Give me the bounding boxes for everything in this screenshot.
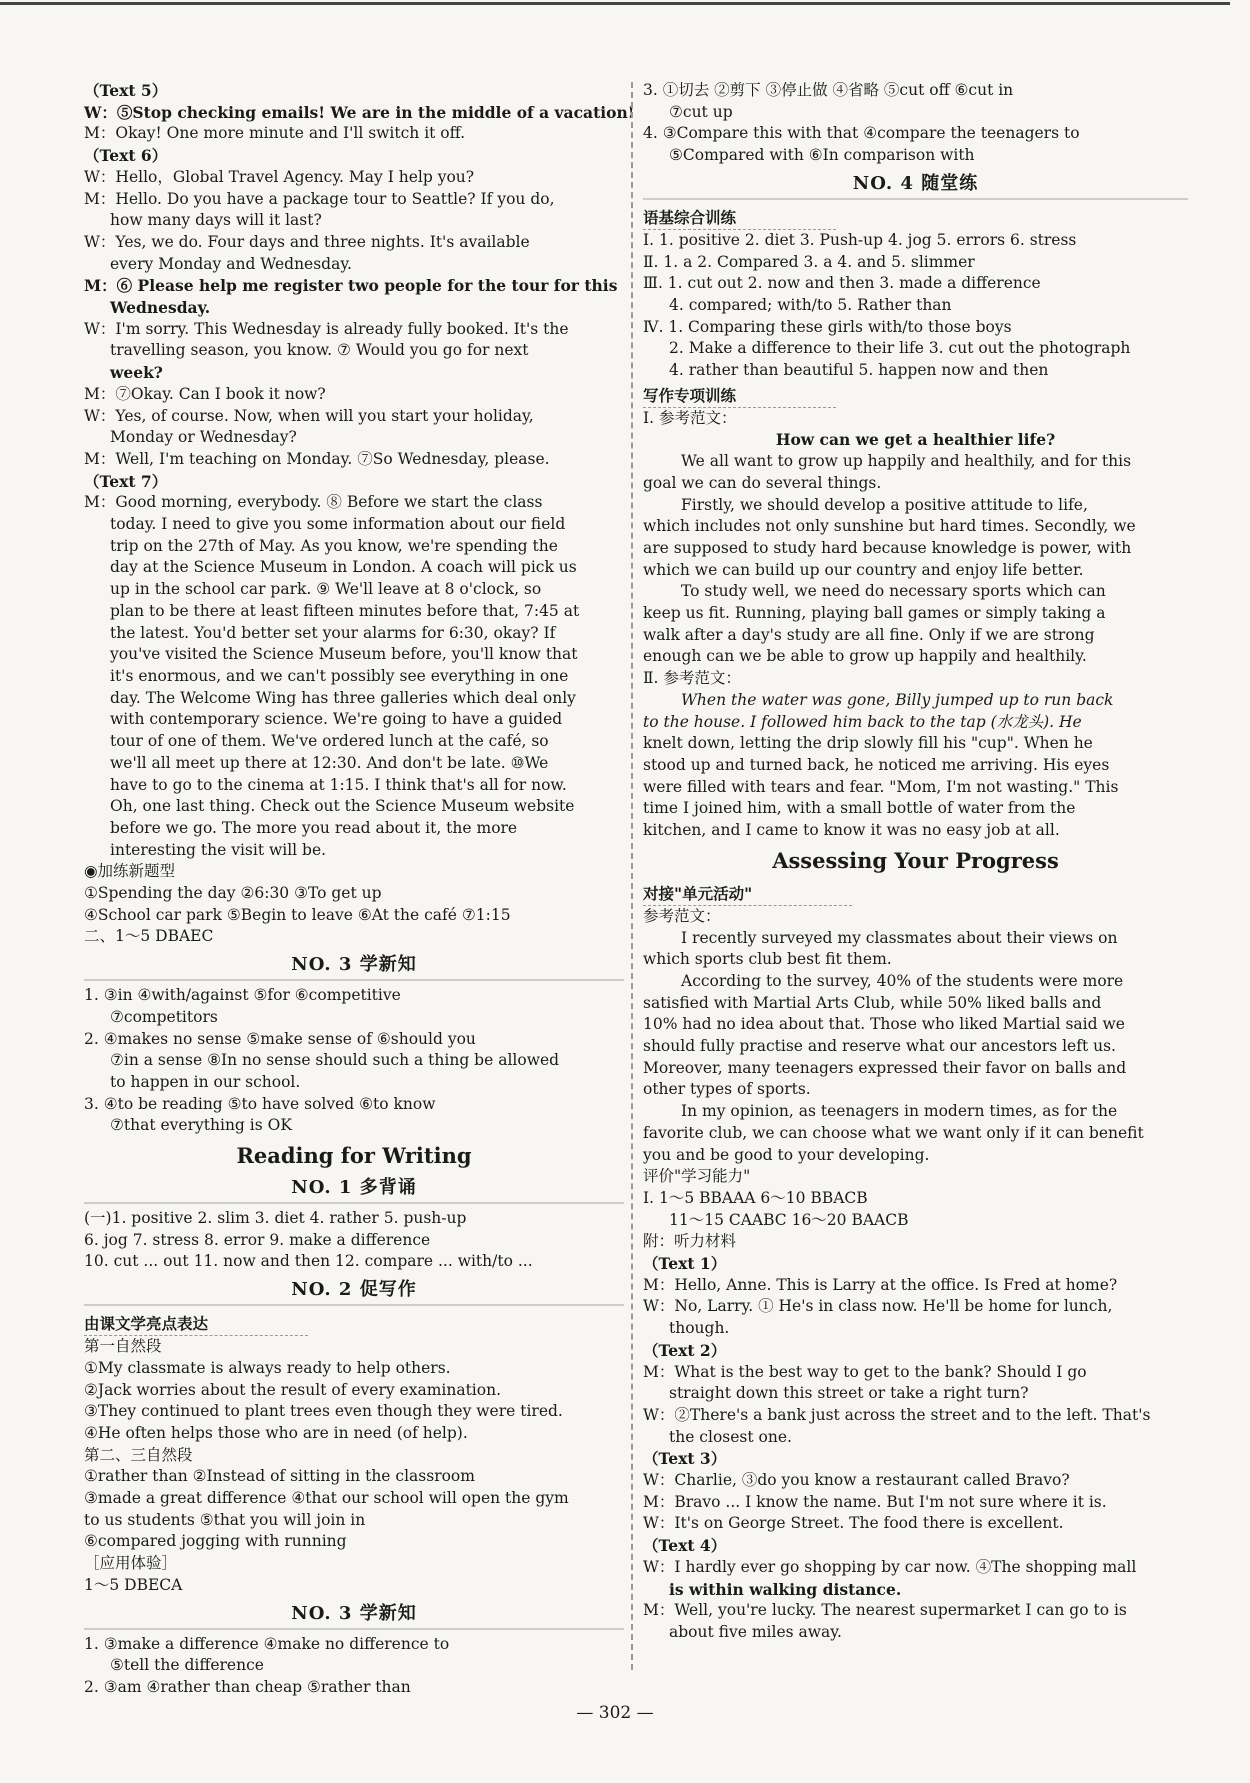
text-line: should fully practise and reserve what our ancestors left us. xyxy=(643,1037,1116,1056)
subsection-heading: 由课文学亮点表达 xyxy=(84,1312,308,1336)
part-title: Reading for Writing xyxy=(236,1143,472,1169)
text-line: Monday or Wednesday? xyxy=(110,428,297,447)
text-line: to us students ⑤that you will join in xyxy=(84,1510,366,1529)
text-line: 4. ③Compare this with that ④compare the teenagers to xyxy=(643,124,1080,143)
text-line: We all want to grow up happily and healthily, and for this xyxy=(681,452,1132,471)
text-line: week? xyxy=(110,363,163,383)
text-line: (一)1. positive 2. slim 3. diet 4. rather 5. push-up xyxy=(84,1209,467,1228)
text-line: how many days will it last? xyxy=(110,211,322,230)
text-line: before we go. The more you read about it, the more xyxy=(110,818,518,837)
text-line: every Monday and Wednesday. xyxy=(110,254,352,273)
text-line: ［应用体验］ xyxy=(84,1554,178,1573)
column-divider xyxy=(631,82,633,1670)
text-line: were filled with tears and fear. "Mom, I'm not wasting." This xyxy=(643,777,1119,796)
text-line: M：Well, I'm teaching on Monday. ⑦So Wednesday, please. xyxy=(84,449,550,468)
text-line: 4. rather than beautiful 5. happen now and then xyxy=(669,361,1049,380)
text-line: Wednesday. xyxy=(110,298,211,318)
text-line: ⑦cut up xyxy=(669,102,733,121)
text-line: ③made a great difference ④that our school will open the gym xyxy=(84,1489,569,1508)
text-line: 参考范文： xyxy=(643,906,721,925)
text-line: walk after a day's study are all fine. Only if we are strong xyxy=(643,625,1095,644)
text-line: satisfied with Martial Arts Club, while 50% liked balls and xyxy=(643,993,1102,1012)
section-heading: NO. 3 学新知 xyxy=(84,954,624,981)
text-line: M：⑥ Please help me register two people for the tour for this xyxy=(84,276,618,296)
text-line: 1. ③in ④with/against ⑤for ⑥competitive xyxy=(84,986,401,1005)
text-line: which includes not only sunshine but hard times. Secondly, we xyxy=(643,517,1136,536)
text-line: ⑦competitors xyxy=(110,1007,218,1026)
subsection-wrap xyxy=(643,880,1188,906)
text-line: ③They continued to plant trees even though they were tired. xyxy=(84,1402,563,1421)
left-column xyxy=(84,80,635,1699)
text-line: trip on the 27th of May. As you know, we're spending the xyxy=(110,536,558,555)
text-line: Ⅰ. 1. positive 2. diet 3. Push-up 4. jog 5. errors 6. stress xyxy=(643,230,1077,249)
text-line: the closest one. xyxy=(669,1427,792,1446)
text-line: W：Charlie, ③do you know a restaurant called Bravo? xyxy=(643,1471,1070,1490)
text-line: W：It's on George Street. The food there is excellent. xyxy=(643,1514,1064,1533)
text-line: ①Spending the day ②6:30 ③To get up xyxy=(84,884,382,903)
text-line: you and be good to your developing. xyxy=(643,1145,930,1164)
text-line: straight down this street or take a right turn? xyxy=(669,1384,1029,1403)
text-line: is within walking distance. xyxy=(669,1579,902,1599)
text-line: it's enormous, and we can't possibly see everything in one xyxy=(110,666,569,685)
text-line: 4. compared; with/to 5. Rather than xyxy=(669,295,952,314)
text-line: ②Jack worries about the result of every examination. xyxy=(84,1380,502,1399)
text-line: M：Well, you're lucky. The nearest supermarket I can go to is xyxy=(643,1601,1127,1620)
text-line: （Text 6） xyxy=(84,146,168,166)
text-line: with contemporary science. We're going to have a guided xyxy=(110,710,563,729)
subsection-heading: 写作专项训练 xyxy=(643,384,836,408)
text-line: the latest. You'd better set your alarms for 6:30, okay? If xyxy=(110,623,556,642)
text-line: W：Hello，Global Travel Agency. May I help you? xyxy=(84,167,475,186)
text-line: ◉加练新题型 xyxy=(84,862,176,881)
section-heading: NO. 1 多背诵 xyxy=(84,1177,624,1204)
section-heading: NO. 4 随堂练 xyxy=(643,173,1188,200)
text-line: 6. jog 7. stress 8. error 9. make a difference xyxy=(84,1230,431,1249)
text-line: 10% had no idea about that. Those who liked Martial said we xyxy=(643,1015,1125,1034)
text-line: M：Okay! One more minute and I'll switch it off. xyxy=(84,124,466,143)
text-line: Ⅰ. 参考范文： xyxy=(643,408,737,427)
text-line: ⑦in a sense ⑧In no sense should such a thing be allowed xyxy=(110,1051,560,1070)
section-heading: NO. 2 促写作 xyxy=(84,1279,624,1306)
text-line: W：Yes, we do. Four days and three nights. It's available xyxy=(84,232,530,251)
text-line: ⑤tell the difference xyxy=(110,1656,264,1675)
right-column xyxy=(643,80,1188,1644)
text-line: 第一自然段 xyxy=(84,1337,162,1356)
text-line: today. I need to give you some information about our field xyxy=(110,515,566,534)
text-line: 3. ④to be reading ⑤to have solved ⑥to know xyxy=(84,1094,436,1113)
text-line: ⑥compared jogging with running xyxy=(84,1532,347,1551)
text-line: （Text 3） xyxy=(643,1449,727,1469)
text-line: M：Hello. Do you have a package tour to Seattle? If you do, xyxy=(84,189,555,208)
text-line: we'll all meet up there at 12:30. And don't be late. ⑩We xyxy=(110,753,549,772)
text-line: up in the school car park. ⑨ We'll leave at 8 o'clock, so xyxy=(110,580,542,599)
text-line: about five miles away. xyxy=(669,1623,842,1641)
text-line: To study well, we need do necessary sports which can xyxy=(681,582,1106,601)
text-line: time I joined him, with a small bottle of water from the xyxy=(643,799,1076,818)
text-line: to the house. I followed him back to the tap (水龙头). He xyxy=(643,712,1082,731)
text-line: ⑦that everything is OK xyxy=(110,1116,292,1135)
text-line: In my opinion, as teenagers in modern times, as for the xyxy=(681,1102,1118,1121)
text-line: （Text 7） xyxy=(84,471,168,491)
text-line: enough can we be able to grow up happily and healthily. xyxy=(643,647,1087,666)
text-line: 2. Make a difference to their life 3. cut out the photograph xyxy=(669,339,1131,358)
text-line: favorite club, we can choose what we want only if it can benefit xyxy=(643,1123,1144,1142)
text-line: tour of one of them. We've ordered lunch at the café, so xyxy=(110,732,549,751)
text-line: travelling season, you know. ⑦ Would you go for next xyxy=(110,341,529,360)
text-line: 附：听力材料 xyxy=(643,1232,737,1251)
text-line: interesting the visit will be. xyxy=(110,840,327,859)
text-line: Ⅲ. 1. cut out 2. now and then 3. made a difference xyxy=(643,274,1041,293)
text-line: 1. ③make a difference ④make no difference to xyxy=(84,1634,450,1653)
text-line: W：No, Larry. ① He's in class now. He'll be home for lunch, xyxy=(643,1297,1113,1316)
subsection-heading: 对接"单元活动" xyxy=(643,882,852,906)
text-line: Ⅱ. 参考范文： xyxy=(643,669,741,688)
text-line: Ⅳ. 1. Comparing these girls with/to those boys xyxy=(643,317,1012,336)
text-line: Ⅰ. 1～5 BBAAA 6～10 BBACB xyxy=(643,1188,868,1207)
text-line: W：I hardly ever go shopping by car now. ④The shopping mall xyxy=(643,1557,1137,1576)
text-line: 10. cut ... out 11. now and then 12. compare ... with/to ... xyxy=(84,1252,533,1271)
part-title: Assessing Your Progress xyxy=(772,847,1059,873)
text-line: Moreover, many teenagers expressed their favor on balls and xyxy=(643,1058,1127,1077)
text-line: Ⅱ. 1. a 2. Compared 3. a 4. and 5. slimmer xyxy=(643,252,975,271)
subsection-wrap xyxy=(84,1310,624,1336)
text-line: you've visited the Science Museum before, you'll know that xyxy=(110,645,578,664)
text-line: ④He often helps those who are in need (of help). xyxy=(84,1423,468,1442)
text-line: ①My classmate is always ready to help others. xyxy=(84,1358,451,1377)
text-line: （Text 2） xyxy=(643,1340,727,1360)
text-line: M：Good morning, everybody. ⑧ Before we start the class xyxy=(84,493,543,512)
text-line: Firstly, we should develop a positive attitude to life, xyxy=(681,495,1088,514)
text-line: kitchen, and I came to know it was no easy job at all. xyxy=(643,821,1060,840)
text-line: day at the Science Museum in London. A coach will pick us xyxy=(110,558,577,577)
text-line: W：I'm sorry. This Wednesday is already fully booked. It's the xyxy=(84,319,569,338)
page-number: — 302 — xyxy=(576,1703,654,1723)
text-line: According to the survey, 40% of the students were more xyxy=(681,971,1124,990)
text-line: goal we can do several things. xyxy=(643,473,882,492)
text-line: which we can build up our country and enjoy life better. xyxy=(643,560,1084,579)
text-line: When the water was gone, Billy jumped up to run back xyxy=(681,690,1114,709)
text-line: though. xyxy=(669,1319,730,1338)
text-line: 评价"学习能力" xyxy=(643,1167,751,1186)
text-line: 2. ④makes no sense ⑤make sense of ⑥should you xyxy=(84,1029,476,1048)
text-line: ④School car park ⑤Begin to leave ⑥At the café ⑦1:15 xyxy=(84,905,511,924)
text-line: I recently surveyed my classmates about their views on xyxy=(681,928,1118,947)
subsection-wrap xyxy=(643,204,1188,230)
text-line: are supposed to study hard because knowledge is power, with xyxy=(643,538,1132,557)
text-line: Oh, one last thing. Check out the Science Museum website xyxy=(110,797,575,816)
text-line: 2. ③am ④rather than cheap ⑤rather than xyxy=(84,1678,411,1696)
top-rule xyxy=(0,2,1230,5)
text-line: W：②There's a bank just across the street and to the left. That's xyxy=(643,1405,1151,1424)
text-line: W：Yes, of course. Now, when will you start your holiday, xyxy=(84,406,534,425)
text-line: have to go to the cinema at 1:15. I think that's all for now. xyxy=(110,775,567,794)
text-line: 二、1～5 DBAEC xyxy=(84,927,214,946)
text-line: M：Bravo ... I know the name. But I'm not sure where it is. xyxy=(643,1492,1107,1511)
text-line: M：Hello, Anne. This is Larry at the office. Is Fred at home? xyxy=(643,1275,1118,1294)
text-line: （Text 1） xyxy=(643,1254,727,1274)
text-line: 11～15 CAABC 16～20 BAACB xyxy=(669,1210,909,1229)
text-line: ⑤Compared with ⑥In comparison with xyxy=(669,146,975,165)
text-line: keep us fit. Running, playing ball games or simply taking a xyxy=(643,604,1106,623)
text-line: ①rather than ②Instead of sitting in the classroom xyxy=(84,1467,475,1486)
text-line: 1～5 DBECA xyxy=(84,1575,183,1594)
text-line: stood up and turned back, he noticed me arriving. His eyes xyxy=(643,755,1110,774)
text-line: which sports club best fit them. xyxy=(643,950,892,969)
text-line: plan to be there at least fifteen minutes before that, 7:45 at xyxy=(110,601,580,620)
text-line: M：What is the best way to get to the bank? Should I go xyxy=(643,1362,1087,1381)
text-line: to happen in our school. xyxy=(110,1072,301,1091)
text-line: M：⑦Okay. Can I book it now? xyxy=(84,384,326,403)
text-line: other types of sports. xyxy=(643,1080,811,1099)
section-heading: NO. 3 学新知 xyxy=(84,1603,624,1630)
text-line: 3. ①切去 ②剪下 ③停止做 ④省略 ⑤cut off ⑥cut in xyxy=(643,81,1014,99)
text-line: W：⑤Stop checking emails! We are in the middle of a vacation! xyxy=(84,102,635,122)
text-line: （Text 5） xyxy=(84,81,168,100)
text-line: （Text 4） xyxy=(643,1536,727,1556)
essay-title: How can we get a healthier life? xyxy=(775,430,1056,450)
subsection-wrap xyxy=(643,382,1188,408)
text-line: day. The Welcome Wing has three galleries which deal only xyxy=(110,688,576,707)
text-line: knelt down, letting the drip slowly fill his "cup". When he xyxy=(643,734,1093,753)
text-line: 第二、三自然段 xyxy=(84,1445,193,1464)
subsection-heading: 语基综合训练 xyxy=(643,206,836,230)
